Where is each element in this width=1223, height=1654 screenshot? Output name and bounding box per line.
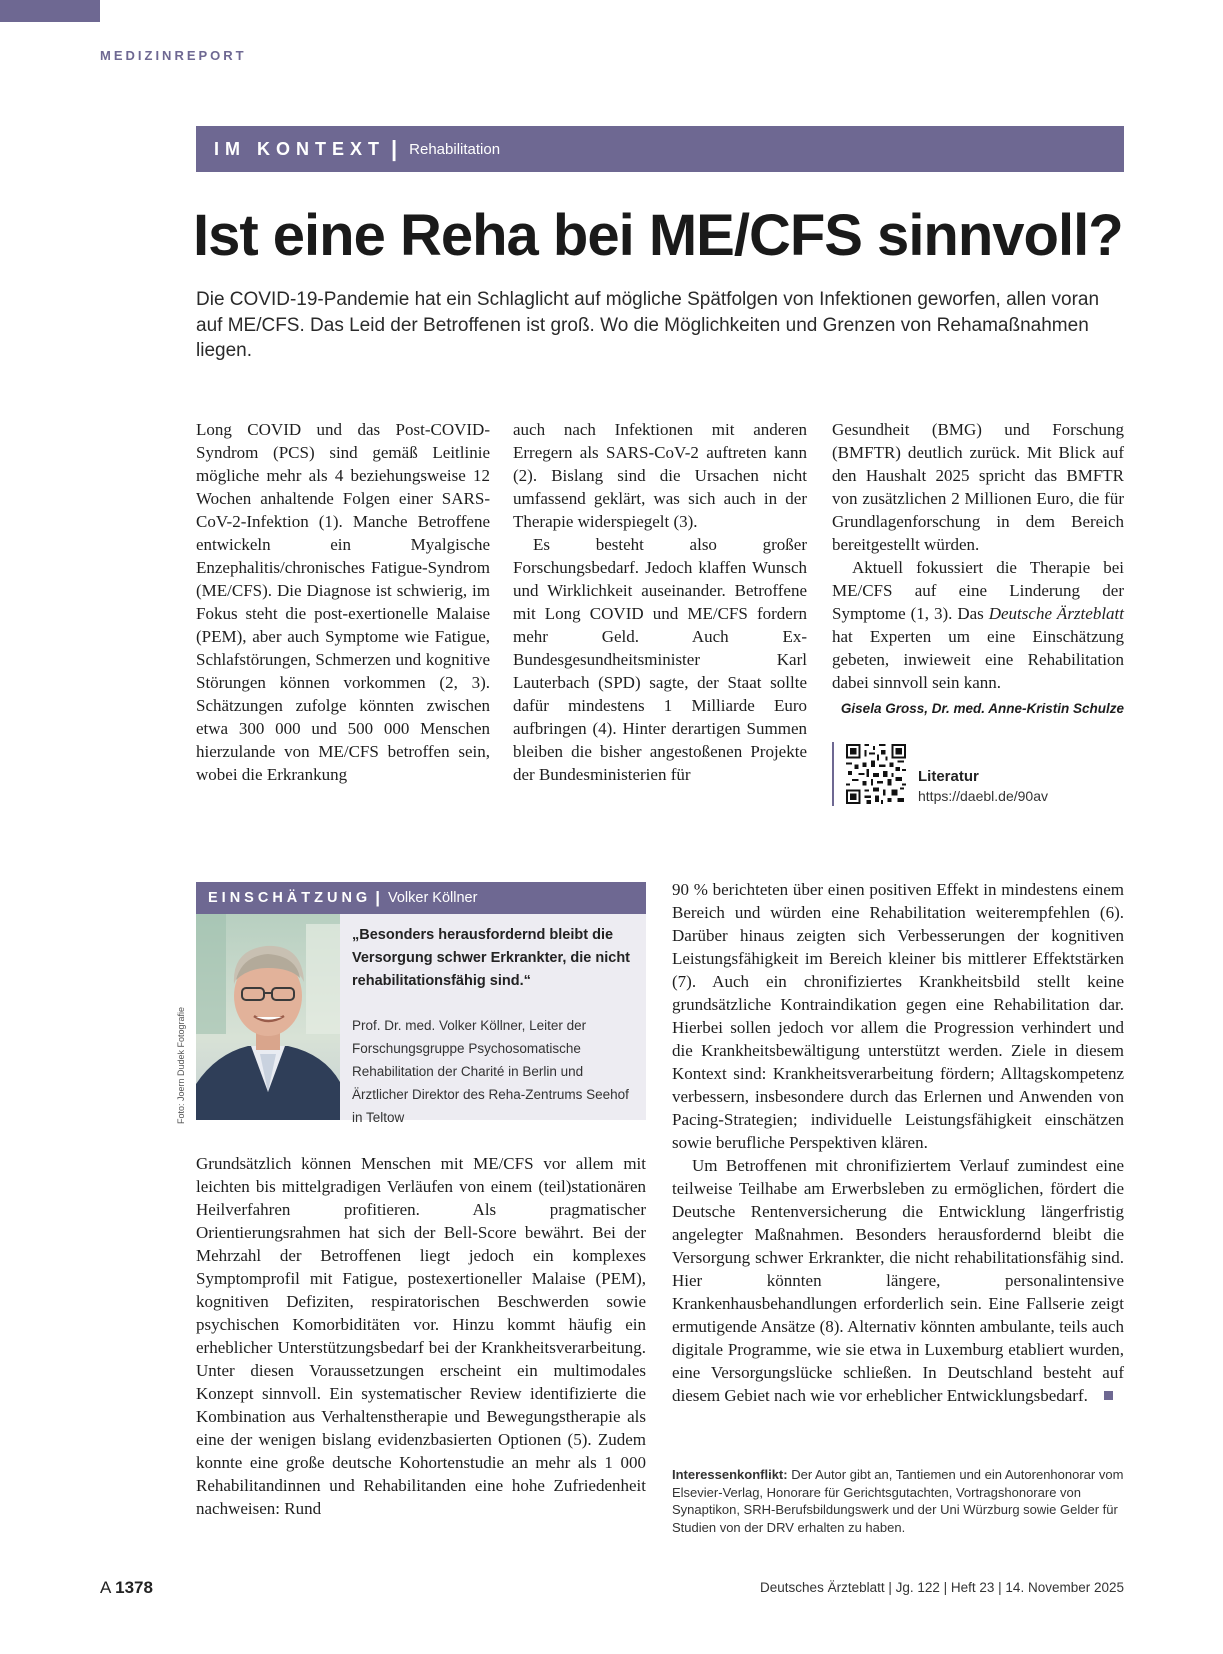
article-paragraph: Es besteht also großer Forschungsbedarf. Jedoch klaffen Wunsch und Wirklichkeit auseinander. Betroffene mit Long COVID und ME/CFS fordern mehr Geld. Auch Ex-Bundesgesundheitsminister Karl Lauterbach (SPD) sagte, der Staat sollte dafür mindestens 1 Milliarde Euro aufbringen (4). Hinter derartigen Summen bleiben die bisher angestoßenen Projekte der Bundesministerien für (513, 535, 807, 784)
einschaetzung-header (196, 882, 646, 914)
article-paragraph (832, 556, 1124, 694)
text-run: Um Betroffenen mit chronifiziertem Verlauf zumindest eine teilweise Teilhabe am Erwerbsleben zu ermöglichen, fördert die Deutsche Rentenversicherung die Entwicklung längerfristig angelegter Maßnahmen. Besonders herausfordernd bleibt die Versorgung schwer Erkrankter, die nicht rehabilitationsfähig sind. Hier könnten längere, personalintensive Krankenhausbehandlungen erforderlich sein. Eine Fallserie zeigt ermutigende Ansätze (8). Alternativ könnten ambulante, teils auch digitale Programme, wie sie etwa in Luxemburg etabliert wurden, eine Versorgungslücke schließen. In Deutschland besteht auf diesem Gebiet nach wie vor erheblicher Entwicklungsbedarf. (672, 1156, 1124, 1405)
lead-paragraph: Die COVID-19-Pandemie hat ein Schlaglicht auf mögliche Spätfolgen von Infektionen geworfen, allen voran auf ME/CFS. Das Leid der Betroffenen ist groß. Wo die Möglichkeiten und Grenzen von Rehamaßnahmen liegen. (196, 289, 1100, 361)
section-label: MEDIZINREPORT (100, 48, 247, 63)
conflict-of-interest (672, 1466, 1124, 1536)
page-number-value: 1378 (115, 1578, 153, 1597)
literature-label: Literatur (918, 768, 979, 785)
text-run: Aktuell fokussiert die Therapie bei ME/CFS auf eine Linderung der Symptome (1, 3). Das (832, 558, 1124, 623)
text-run: hat Experten um eine Einschätzung gebeten, inwieweit eine Rehabilitation dabei sinnvoll sein kann. (832, 627, 1124, 692)
article-paragraph: Gesundheit (BMG) und Forschung (BMFTR) deutlich zurück. Mit Blick auf den Haushalt 2025 spricht das BMFTR von zusätzlichen 2 Millionen Euro, die für Grundlagenforschung in dem Bereich bereitgestellt würden. (832, 420, 1124, 554)
page-prefix: A (100, 1578, 111, 1597)
article-column-2 (513, 418, 807, 786)
coi-label: Interessenkonflikt: (672, 1467, 788, 1482)
kontext-label: IM KONTEXT (214, 138, 385, 159)
coi-text: Der Autor gibt an, Tantiemen und ein Autorenhonorar vom Elsevier-Verlag, Honorare für Gerichtsgutachten, Vortragshonorare von Synaptikon, SRH-Berufsbildungswerk und der Uni Würzburg sowie Gelder für Studien von der DRV erhalten zu haben. (672, 1467, 1124, 1535)
journal-info: Deutsches Ärzteblatt | Jg. 122 | Heft 23 | 14. November 2025 (760, 1580, 1124, 1595)
byline: Gisela Gross, Dr. med. Anne-Kristin Schulze (840, 701, 1124, 716)
kontext-bar (196, 126, 1124, 172)
einschaetzung-column-2 (672, 878, 1124, 1407)
end-mark-icon (1104, 1391, 1113, 1400)
kontext-topic: Rehabilitation (409, 140, 501, 158)
qr-code-icon[interactable] (846, 744, 906, 804)
article-paragraph: Long COVID und das Post-COVID-Syndrom (PCS) sind gemäß Leitlinie mögliche mehr als 4 beziehungsweise 12 Wochen anhaltende Folgen einer SARS-CoV-2-Infektion (1). Manche Betroffene entwickeln ein Myalgische Enzephalitis/chronisches Fatigue-Syndrom (ME/CFS). Die Diagnose ist schwierig, im Fokus steht die post-exertionelle Malaise (PEM), aber auch Symptome wie Fatigue, Schlafstörungen, Schmerzen und kognitive Störungen können vorkommen (2, 3). Schätzungen zufolge könnten zwischen etwa 300 000 und 500 000 Menschen hierzulande von ME/CFS betroffen sein, wobei die Erkrankung (196, 420, 490, 784)
page-number (100, 1578, 153, 1598)
einschaetzung-paragraph: Grundsätzlich können Menschen mit ME/CFS vor allem mit leichten bis mittelgradigen Verläufen von einem (teil)stationären Heilverfahren profitieren. Als pragmatischer Orientierungsrahmen hat sich der Bell-Score bewährt. Bei der Mehrzahl der Betroffenen liegt jedoch ein komplexes Symptomprofil mit Fatigue, postexertioneller Malaise (PEM), kognitiven Defiziten, respiratorischen Beschwerden sowie psychischen Komorbiditäten vor. Hinzu kommt häufig ein erheblicher Unterstützungsbedarf bei der Krankheitsverarbeitung. Unter diesen Voraussetzungen erscheint ein multimodales Konzept sinnvoll. Ein systematischer Review identifizierte die Kombination aus Verhaltenstherapie und Bewegungstherapie als eine der wenigen bislang evidenzbasierten Optionen (5). Zudem konnte eine große deutsche Kohortenstudie an mehr als 1 000 Rehabilitandinnen und Rehabilitanden eine hohe Zufriedenheit nachweisen: Rund (196, 1154, 646, 1518)
literature-link[interactable]: https://daebl.de/90av (918, 788, 1048, 804)
article-paragraph: auch nach Infektionen mit anderen Erregern als SARS-CoV-2 auftreten kann (2). Bislang sind die Ursachen nicht umfassend geklärt, was sich auch in der Therapie widerspiegelt (3). (513, 420, 807, 531)
pull-quote: „Besonders herausfordernd bleibt die Versorgung schwer Erkrankter, die nicht rehabilitationsfähig sind.“ (352, 927, 631, 989)
einschaetzung-column-1 (196, 1152, 646, 1520)
einschaetzung-author: Volker Köllner (387, 890, 478, 906)
page-title: Ist eine Reha bei ME/CFS sinnvoll? (193, 203, 1123, 268)
corner-tab (0, 0, 100, 22)
author-bio: Prof. Dr. med. Volker Köllner, Leiter der Forschungsgruppe Psychosomatische Rehabilitation der Charité in Berlin und Ärztlicher Direktor des Reha-Zentrums Seehof in Teltow (352, 1018, 629, 1125)
journal-name: Deutsche Ärzteblatt (988, 604, 1124, 623)
einschaetzung-paragraph (672, 1154, 1124, 1407)
literature-box (832, 740, 1124, 808)
kontext-separator: | (391, 136, 398, 161)
author-portrait (196, 914, 340, 1120)
article-column-1 (196, 418, 490, 786)
einschaetzung-paragraph: 90 % berichteten über einen positiven Effekt in mindestens einem Bereich und würden eine Rehabilitation weiterempfehlen (6). Darüber hinaus zeigten sich Verbesserungen der kognitiven Leistungsfähigkeit im Bereich kleiner bis mittlerer Effektstärken (7). Auch ein chronifiziertes Krankheitsbild stellt keine grundsätzliche Kontraindikation gegen eine Rehabilitation dar. Hierbei sollen jedoch vor allem die Progression verhindert und die Krankheitsbewältigung unterstützt werden. Ziele in diesem Kontext sind: Krankheitsverarbeitung fördern; Alltagskompetenz verbessern, insbesondere durch das Erlernen und Anwenden von Pacing-Strategien; individuelle Leistungsfähigkeit einschätzen sowie berufliche Perspektiven klären. (672, 880, 1124, 1152)
literature-rule (832, 742, 834, 806)
photo-credit: Foto: Joern Dudek Fotografie (176, 1006, 186, 1124)
einschaetzung-box (196, 882, 646, 1125)
einschaetzung-separator: | (375, 888, 380, 907)
portrait-image (196, 914, 340, 1120)
article-column-3 (832, 418, 1124, 720)
einschaetzung-label: EINSCHÄTZUNG (208, 890, 372, 906)
